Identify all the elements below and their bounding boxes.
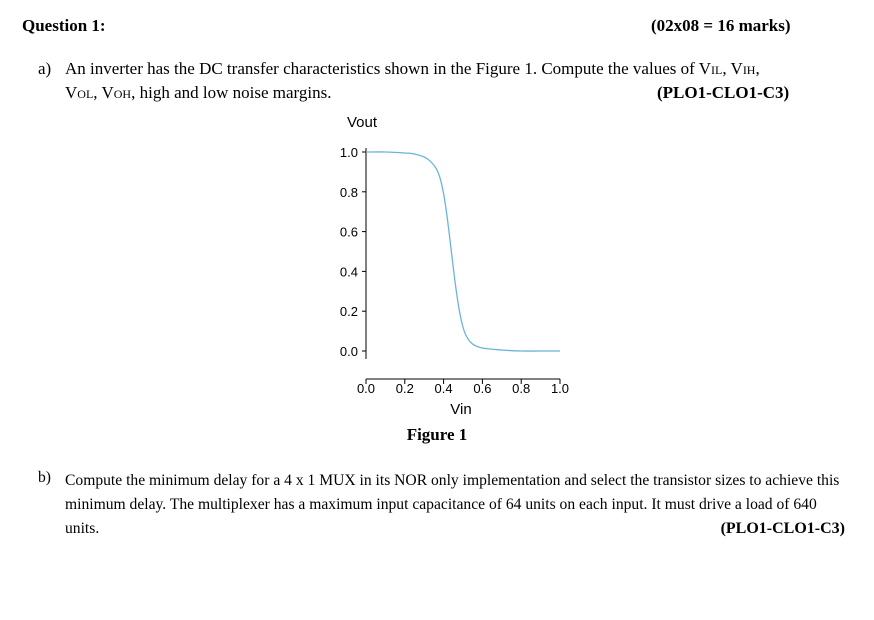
part-a-sep3: , V — [93, 83, 114, 102]
part-a-plo: (PLO1-CLO1-C3) — [657, 83, 790, 102]
y-tick-label: 0.0 — [339, 344, 358, 359]
part-a-line1-text: An inverter has the DC transfer characteristics shown in the Figure 1. Compute the values of V — [65, 59, 711, 78]
part-a-line2-text: , high and low noise margins. — [131, 83, 332, 102]
chart-layer — [340, 114, 569, 418]
part-a-sep1: , V — [722, 59, 743, 78]
x-tick-label: 0.2 — [395, 381, 414, 396]
sub-ih: IH — [742, 63, 756, 77]
y-axis-label: Vout — [346, 114, 378, 131]
y-tick-label: 0.2 — [339, 304, 358, 320]
part-b-text — [65, 469, 845, 541]
sub-il: IL — [711, 63, 723, 77]
y-tick-label: 0.8 — [339, 184, 358, 200]
x-tick-label: 0.4 — [434, 381, 453, 396]
x-tick-label: 0.6 — [473, 381, 492, 396]
vtc-curve-series-0 — [366, 152, 560, 351]
x-tick-label: 0.0 — [356, 381, 376, 396]
part-a-label: a) — [38, 59, 52, 78]
part-b-plo: (PLO1-CLO1-C3) — [720, 520, 845, 537]
question-title: Question 1: — [22, 16, 106, 35]
part-a-sep2: , — [755, 59, 760, 78]
question-marks: (02x08 = 16 marks) — [651, 16, 791, 35]
y-tick-label: 0.4 — [339, 264, 358, 280]
x-axis-label: Vin — [450, 401, 472, 418]
part-a-v: V — [65, 83, 78, 102]
part-b-label: b) — [38, 469, 51, 486]
y-tick-label: 0.6 — [339, 224, 358, 240]
part-b-body: Compute the minimum delay for a 4 x 1 MUX in its NOR only implementation and select the transistor sizes to achieve this minimum delay. The multiplexer has a maximum input capacitance of 64 units on each input. It must drive a load of 640 units. — [65, 472, 840, 537]
x-tick-label: 1.0 — [550, 381, 570, 396]
sub-ol: OL — [77, 87, 94, 101]
x-tick-label: 0.8 — [512, 381, 531, 396]
figure-caption: Figure 1 — [406, 425, 468, 444]
sub-oh: OH — [113, 87, 132, 101]
y-tick-label: 1.0 — [339, 145, 358, 160]
